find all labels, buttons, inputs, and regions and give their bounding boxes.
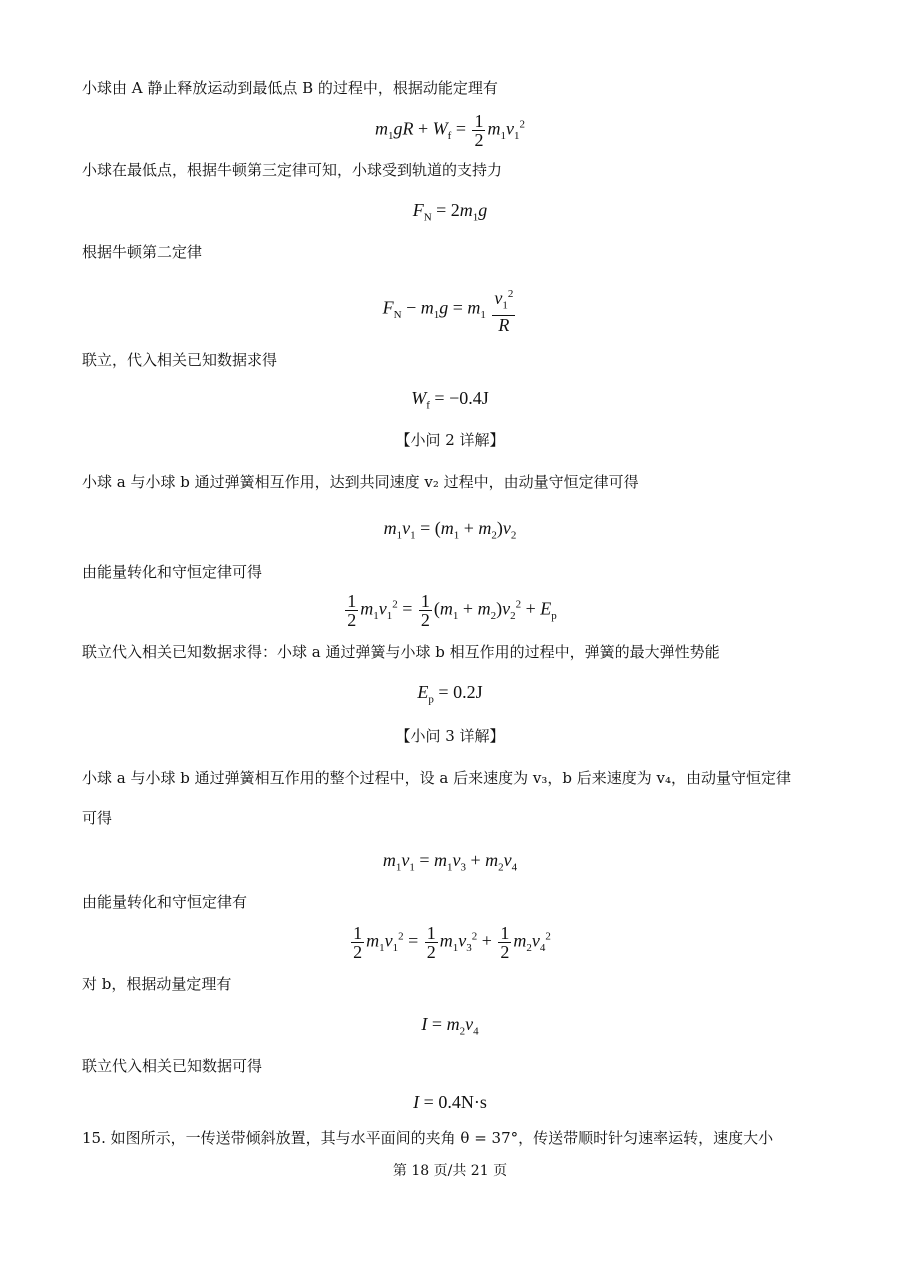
equation-energy-1: $\frac{1}{2}$ $m_1v_1^2$ = $\frac{1}{2}$ $(m_1 + m_2)v_2^2 + E_p$	[347, 591, 557, 630]
paragraph-9: 可得	[82, 809, 113, 827]
paragraph-1: 小球由 A 静止释放运动到最低点 B 的过程中，根据动能定理有	[82, 79, 498, 97]
equation-normal-force: $F_N = 2m_1g$	[412, 200, 488, 224]
equation-newton-second: $F_N - m_1g = m_1$ $\frac{v_1^2}{R}$	[0, 285, 900, 334]
paragraph-12: 联立代入相关已知数据可得	[82, 1057, 263, 1075]
paragraph-2: 小球在最低点，根据牛顿第三定律可知，小球受到轨道的支持力	[82, 161, 503, 179]
paragraph-10: 由能量转化和守恒定律有	[82, 893, 248, 911]
equation-impulse: $I = m_2v_4$	[421, 1014, 479, 1038]
equation-impulse-result: I = 0.4N·s	[413, 1092, 487, 1112]
paragraph-8: 小球 a 与小球 b 通过弹簧相互作用的整个过程中，设 a 后来速度为 v₃，b 后来速度为 v₄，由动量守恒定律	[82, 769, 791, 787]
equation-energy-theorem: $m_1gR + W_f$ = $\frac{1}{2}$ $m_1v_1^2$	[375, 111, 525, 150]
paragraph-7: 联立代入相关已知数据求得：小球 a 通过弹簧与小球 b 相互作用的过程中，弹簧的最大弹性势能	[82, 643, 720, 661]
equation-energy-2: $\frac{1}{2}$ $m_1v_1^2$ = $\frac{1}{2}$ $m_1v_3^2$ + $\frac{1}{2}$ $m_2v_4^2$	[353, 923, 551, 962]
paragraph-4: 联立，代入相关已知数据求得	[82, 351, 278, 369]
paragraph-6: 由能量转化和守恒定律可得	[82, 563, 263, 581]
equation-momentum-1: $m_1v_1 = (m_1 + m_2)v_2$	[383, 518, 517, 542]
page-footer: 第 18 页/共 21 页	[392, 1163, 508, 1179]
question-15-text: 15. 如图所示，一传送带倾斜放置，其与水平面间的夹角 θ = 37°，传送带顺时针匀速率运转，速度大小	[82, 1129, 774, 1147]
equation-momentum-2: $m_1v_1 = m_1v_3 + m_2v_4$	[382, 850, 518, 874]
paragraph-3: 根据牛顿第二定律	[82, 243, 203, 261]
paragraph-11: 对 b，根据动量定理有	[82, 975, 232, 993]
equation-work-friction: $W_f = -0.4J$	[411, 388, 489, 412]
section-heading-3: 【小问 3 详解】	[395, 727, 505, 745]
equation-potential-energy: $E_p = 0.2J$	[417, 682, 483, 706]
section-heading-2: 【小问 2 详解】	[395, 431, 505, 449]
paragraph-5: 小球 a 与小球 b 通过弹簧相互作用，达到共同速度 v₂ 过程中，由动量守恒定律可得	[82, 473, 639, 491]
